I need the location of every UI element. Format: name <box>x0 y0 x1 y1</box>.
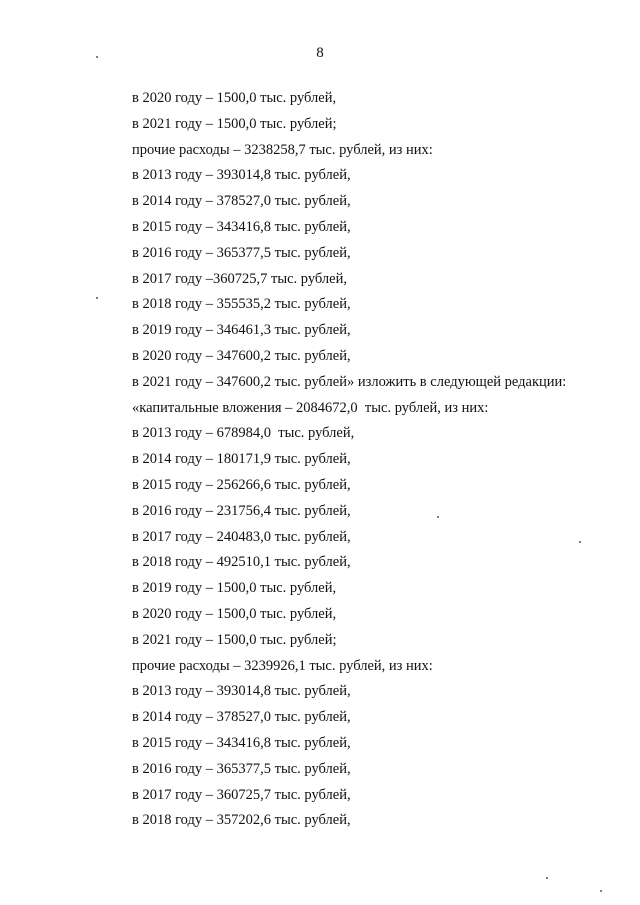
page-number: 8 <box>316 45 324 61</box>
text-line: в 2013 году – 393014,8 тыс. рублей, <box>132 683 351 700</box>
scan-speck <box>579 541 581 543</box>
text-line: прочие расходы – 3239926,1 тыс. рублей, из них: <box>132 657 433 674</box>
scan-speck <box>96 297 98 299</box>
text-line: в 2018 году – 357202,6 тыс. рублей, <box>132 812 351 829</box>
text-line: в 2016 году – 231756,4 тыс. рублей, <box>132 502 351 519</box>
text-line: в 2021 году – 347600,2 тыс. рублей» изложить в следующей редакции: <box>132 373 567 390</box>
text-line: в 2018 году – 355535,2 тыс. рублей, <box>132 296 351 313</box>
text-line: прочие расходы – 3238258,7 тыс. рублей, из них: <box>132 141 433 158</box>
text-line: в 2015 году – 256266,6 тыс. рублей, <box>132 476 351 493</box>
scan-speck <box>96 56 98 58</box>
text-line: в 2016 году – 365377,5 тыс. рублей, <box>132 760 351 777</box>
text-line: в 2014 году – 378527,0 тыс. рублей, <box>132 709 351 726</box>
scan-speck <box>437 516 439 518</box>
text-line: в 2014 году – 378527,0 тыс. рублей, <box>132 193 351 210</box>
text-line: в 2015 году – 343416,8 тыс. рублей, <box>132 218 351 235</box>
document-body <box>132 89 602 837</box>
text-line: в 2016 году – 365377,5 тыс. рублей, <box>132 244 351 261</box>
text-line: в 2021 году – 1500,0 тыс. рублей; <box>132 631 337 648</box>
scan-speck <box>600 890 602 892</box>
text-line: в 2021 году – 1500,0 тыс. рублей; <box>132 115 337 132</box>
scan-speck <box>546 877 548 879</box>
text-line: в 2013 году – 393014,8 тыс. рублей, <box>132 167 351 184</box>
text-line: в 2019 году – 1500,0 тыс. рублей, <box>132 580 337 597</box>
text-line: в 2015 году – 343416,8 тыс. рублей, <box>132 734 351 751</box>
text-line: в 2014 году – 180171,9 тыс. рублей, <box>132 451 351 468</box>
text-line: в 2020 году – 1500,0 тыс. рублей, <box>132 90 337 106</box>
text-line: в 2017 году – 240483,0 тыс. рублей, <box>132 528 351 545</box>
text-line: в 2020 году – 347600,2 тыс. рублей, <box>132 347 351 364</box>
text-line: в 2020 году – 1500,0 тыс. рублей, <box>132 605 337 622</box>
text-line: в 2013 году – 678984,0 тыс. рублей, <box>132 425 355 442</box>
text-line: в 2017 году –360725,7 тыс. рублей, <box>132 270 347 287</box>
text-line: «капитальные вложения – 2084672,0 тыс. рублей, из них: <box>132 399 489 416</box>
text-line: в 2019 году – 346461,3 тыс. рублей, <box>132 322 351 339</box>
text-line: в 2017 году – 360725,7 тыс. рублей, <box>132 786 351 803</box>
text-line: в 2018 году – 492510,1 тыс. рублей, <box>132 554 351 571</box>
